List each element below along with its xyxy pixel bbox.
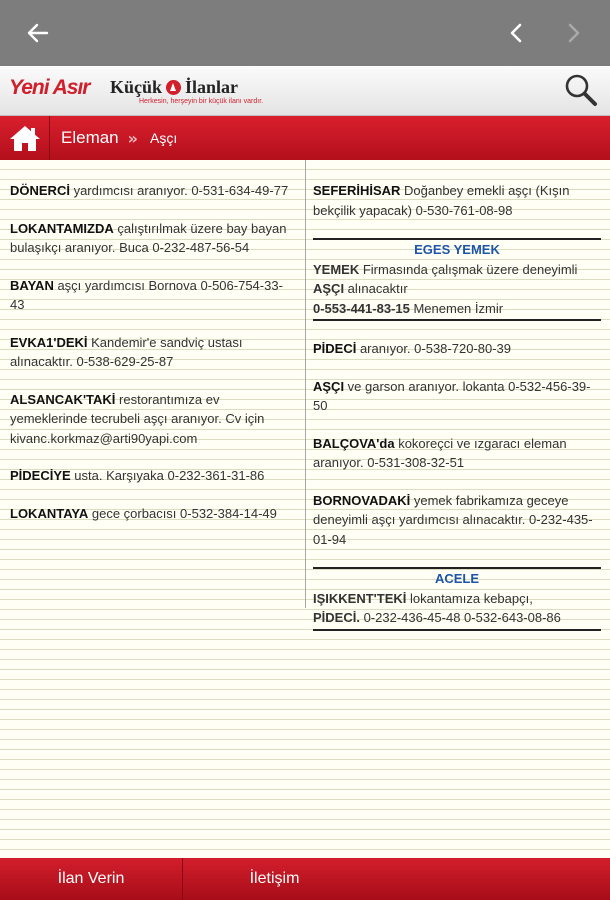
list-item: DÖNERCİ yardımcısı aranıyor. 0-531-634-49-77 [10,183,289,198]
brand-logo-yeni-asir: Yeni Asır [9,76,90,99]
breadcrumb [0,116,610,160]
list-item: EVKA1'DEKİ Kandemir'e sandviç ustası alınacaktır. 0-538-629-25-87 [10,334,243,369]
boxed-ad-line: IŞIKKENT'TEKİ lokantamıza kebapçı, [313,590,533,606]
boxed-ad-line: 0-553-441-83-15 Menemen İzmir [313,300,504,316]
next-button[interactable] [558,18,590,48]
boxed-ad-line: YEMEK Firmasında çalışmak üzere deneyimli [313,261,578,277]
right-column [313,181,601,649]
boxed-ad-eges-yemek [313,238,601,321]
list-item: LOKANTAYA gece çorbacısı 0-532-384-14-49 [10,505,277,521]
back-button[interactable] [22,18,54,48]
brand-logo-kucuk-ilanlar [110,77,238,98]
list-item: ALSANCAK'TAKİ restorantımıza ev yemeklerinde tecrubeli aşçı aranıyor. Cv için kivanc.korkmaz@arti90yapi.com [10,391,265,446]
left-column [10,181,292,541]
chevron-left-icon [509,23,523,43]
tab-ilan-verin[interactable]: İlan Verin [0,858,183,900]
chevron-right-icon [567,23,581,43]
list-item: BAYAN aşçı yardımcısı Bornova 0-506-754-33-43 [10,277,283,312]
list-item: AŞÇI ve garson aranıyor. lokanta 0-532-456-39-50 [313,378,591,413]
breadcrumb-category[interactable]: Eleman [61,128,119,147]
home-icon [9,124,41,152]
brand-logo-word-2: İlanlar [185,77,239,97]
classifieds-list [0,160,610,858]
previous-button[interactable] [500,18,532,48]
brand-slogan: Herkesin, herşeyin bir küçük ilanı vardır. [139,98,264,105]
tab-iletisim[interactable]: İletişim [249,870,300,887]
brand-emblem-icon [166,80,181,95]
list-item: PİDECİYE usta. Karşıyaka 0-232-361-31-86 [10,468,265,483]
action-bar [0,0,610,66]
boxed-ad-title: EGES YEMEK [414,242,500,257]
boxed-ad-line: PİDECİ. 0-232-436-45-48 0-532-643-08-86 [313,610,561,625]
list-item: LOKANTAMIZDA çalıştırılmak üzere bay bayan bulaşıkçı aranıyor. Buca 0-232-487-56-54 [10,220,287,255]
arrow-left-icon [27,23,49,43]
list-item: SEFERİHİSAR Doğanbey emekli aşçı (Kışın bekçilik yapacak) 0-530-761-08-98 [313,183,570,218]
breadcrumb-separator-icon: » [127,128,134,148]
boxed-ad-acele [313,567,601,631]
list-item: BALÇOVA'da kokoreçci ve ızgaracı eleman aranıyor. 0-531-308-32-51 [313,435,567,470]
search-button[interactable] [562,72,600,110]
home-button[interactable] [0,116,50,160]
brand-header [0,66,610,116]
bottom-nav [0,858,610,900]
column-divider [305,160,306,608]
boxed-ad-line: AŞÇI alınacaktır [313,281,408,296]
breadcrumb-subcategory: Aşçı [149,130,178,146]
list-item: BORNOVADAKİ yemek fabrikamıza geceye deneyimli aşçı yardımcısı alınacaktır. 0-232-435-01-94 [313,492,593,547]
search-icon [562,72,600,110]
boxed-ad-title: ACELE [434,571,480,586]
list-item: PİDECİ aranıyor. 0-538-720-80-39 [313,341,511,356]
brand-logo-word-1: Küçük [110,77,163,97]
